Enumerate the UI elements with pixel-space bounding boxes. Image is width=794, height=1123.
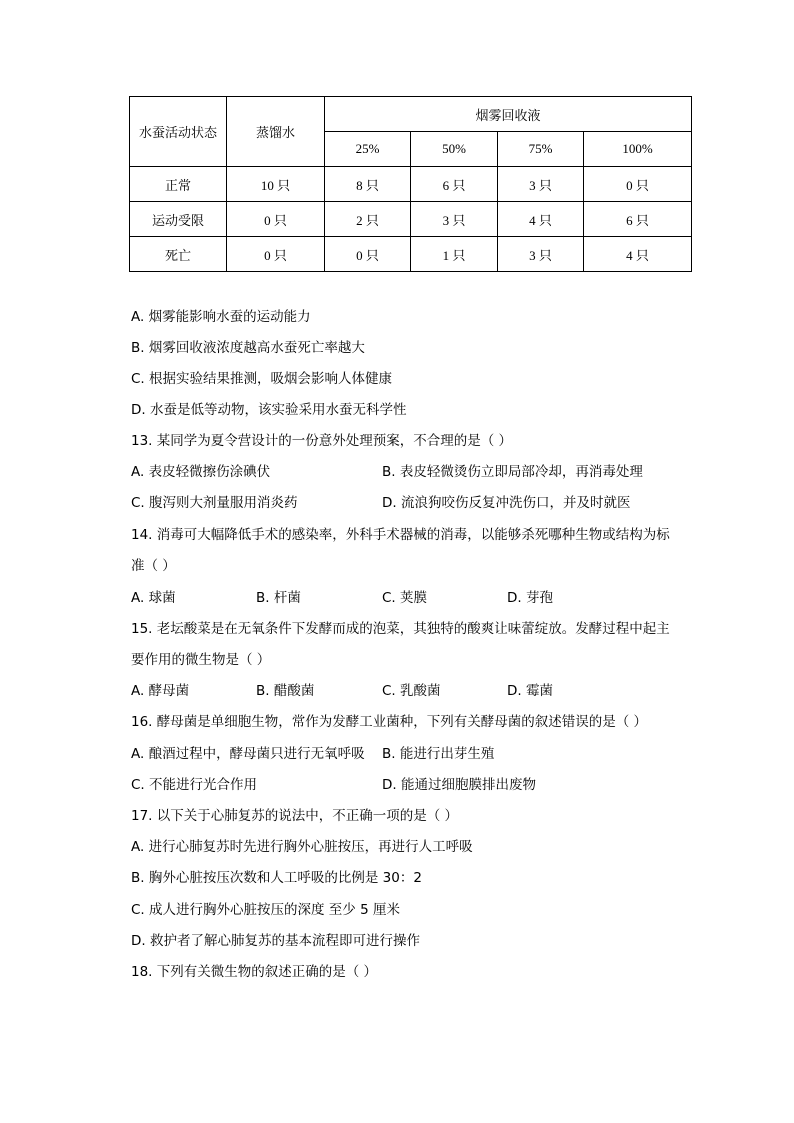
table-cell: 0 只 <box>227 202 325 237</box>
table-cell: 0 只 <box>325 237 411 272</box>
q14-stem-line1: 14. 消毒可大幅降低手术的感染率，外科手术器械的消毒，以能够杀死哪种生物或结构为标 <box>131 527 670 543</box>
q12-option-d: D. 水蚕是低等动物，该实验采用水蚕无科学性 <box>131 402 407 418</box>
header-group: 烟雾回收液 <box>325 97 692 132</box>
row-label: 运动受限 <box>130 202 227 237</box>
table-cell: 4 只 <box>498 202 584 237</box>
table-cell: 4 只 <box>584 237 692 272</box>
table-cell: 10 只 <box>227 167 325 202</box>
q13-stem: 13. 某同学为夏令营设计的一份意外处理预案，不合理的是（ ） <box>131 433 513 449</box>
q16-option-a: A. 酿酒过程中，酵母菌只进行无氧呼吸 <box>131 746 365 762</box>
q17-stem: 17. 以下关于心肺复苏的说法中，不正确一项的是（ ） <box>131 808 459 824</box>
header-concentration: 50% <box>411 132 498 167</box>
q14-option-d: D. 芽孢 <box>507 590 553 606</box>
table-cell: 1 只 <box>411 237 498 272</box>
table-cell: 8 只 <box>325 167 411 202</box>
table-cell: 6 只 <box>584 202 692 237</box>
table-cell: 6 只 <box>411 167 498 202</box>
header-concentration: 75% <box>498 132 584 167</box>
q15-stem-line2: 要作用的微生物是（ ） <box>131 652 271 668</box>
q16-option-d: D. 能通过细胞膜排出废物 <box>382 777 536 793</box>
q15-option-c: C. 乳酸菌 <box>382 683 441 699</box>
experiment-table <box>129 96 692 272</box>
q17-option-d: D. 救护者了解心肺复苏的基本流程即可进行操作 <box>131 933 420 949</box>
q16-option-c: C. 不能进行光合作用 <box>131 777 258 793</box>
table-cell: 3 只 <box>411 202 498 237</box>
q18-stem: 18. 下列有关微生物的叙述正确的是（ ） <box>131 964 378 980</box>
row-label: 正常 <box>130 167 227 202</box>
q13-option-d: D. 流浪狗咬伤反复冲洗伤口，并及时就医 <box>382 495 631 511</box>
table-cell: 0 只 <box>584 167 692 202</box>
q14-option-a: A. 球菌 <box>131 590 176 606</box>
row-label: 死亡 <box>130 237 227 272</box>
q12-option-b: B. 烟雾回收液浓度越高水蚕死亡率越大 <box>131 340 365 356</box>
q15-stem-line1: 15. 老坛酸菜是在无氧条件下发酵而成的泡菜，其独特的酸爽让味蕾绽放。发酵过程中起主 <box>131 621 670 637</box>
header-status: 水蚕活动状态 <box>130 97 227 167</box>
header-concentration: 100% <box>584 132 692 167</box>
q16-stem: 16. 酵母菌是单细胞生物，常作为发酵工业菌种，下列有关酵母菌的叙述错误的是（ ） <box>131 714 648 730</box>
q13-option-a: A. 表皮轻微擦伤涂碘伏 <box>131 464 271 480</box>
q15-option-d: D. 霉菌 <box>507 683 553 699</box>
q17-option-a: A. 进行心肺复苏时先进行胸外心脏按压，再进行人工呼吸 <box>131 839 473 855</box>
q14-option-c: C. 荚膜 <box>382 590 428 606</box>
q16-option-b: B. 能进行出芽生殖 <box>382 746 495 762</box>
table-cell: 3 只 <box>498 167 584 202</box>
table-row <box>130 202 692 237</box>
q12-option-c: C. 根据实验结果推测，吸烟会影响人体健康 <box>131 371 393 387</box>
q13-option-b: B. 表皮轻微烫伤立即局部冷却，再消毒处理 <box>382 464 643 480</box>
q13-option-c: C. 腹泻则大剂量服用消炎药 <box>131 495 298 511</box>
header-control: 蒸馏水 <box>227 97 325 167</box>
table-cell: 3 只 <box>498 237 584 272</box>
table-row <box>130 237 692 272</box>
q17-option-c: C. 成人进行胸外心脏按压的深度 至少 5 厘米 <box>131 902 400 918</box>
q15-option-a: A. 酵母菌 <box>131 683 190 699</box>
table-cell: 0 只 <box>227 237 325 272</box>
header-concentration: 25% <box>325 132 411 167</box>
table-row <box>130 167 692 202</box>
q12-option-a: A. 烟雾能影响水蚕的运动能力 <box>131 309 311 325</box>
table-cell: 2 只 <box>325 202 411 237</box>
q14-stem-line2: 准（ ） <box>131 558 176 574</box>
q17-option-b: B. 胸外心脏按压次数和人工呼吸的比例是 30：2 <box>131 870 422 886</box>
q14-option-b: B. 杆菌 <box>256 590 301 606</box>
q15-option-b: B. 醋酸菌 <box>256 683 315 699</box>
